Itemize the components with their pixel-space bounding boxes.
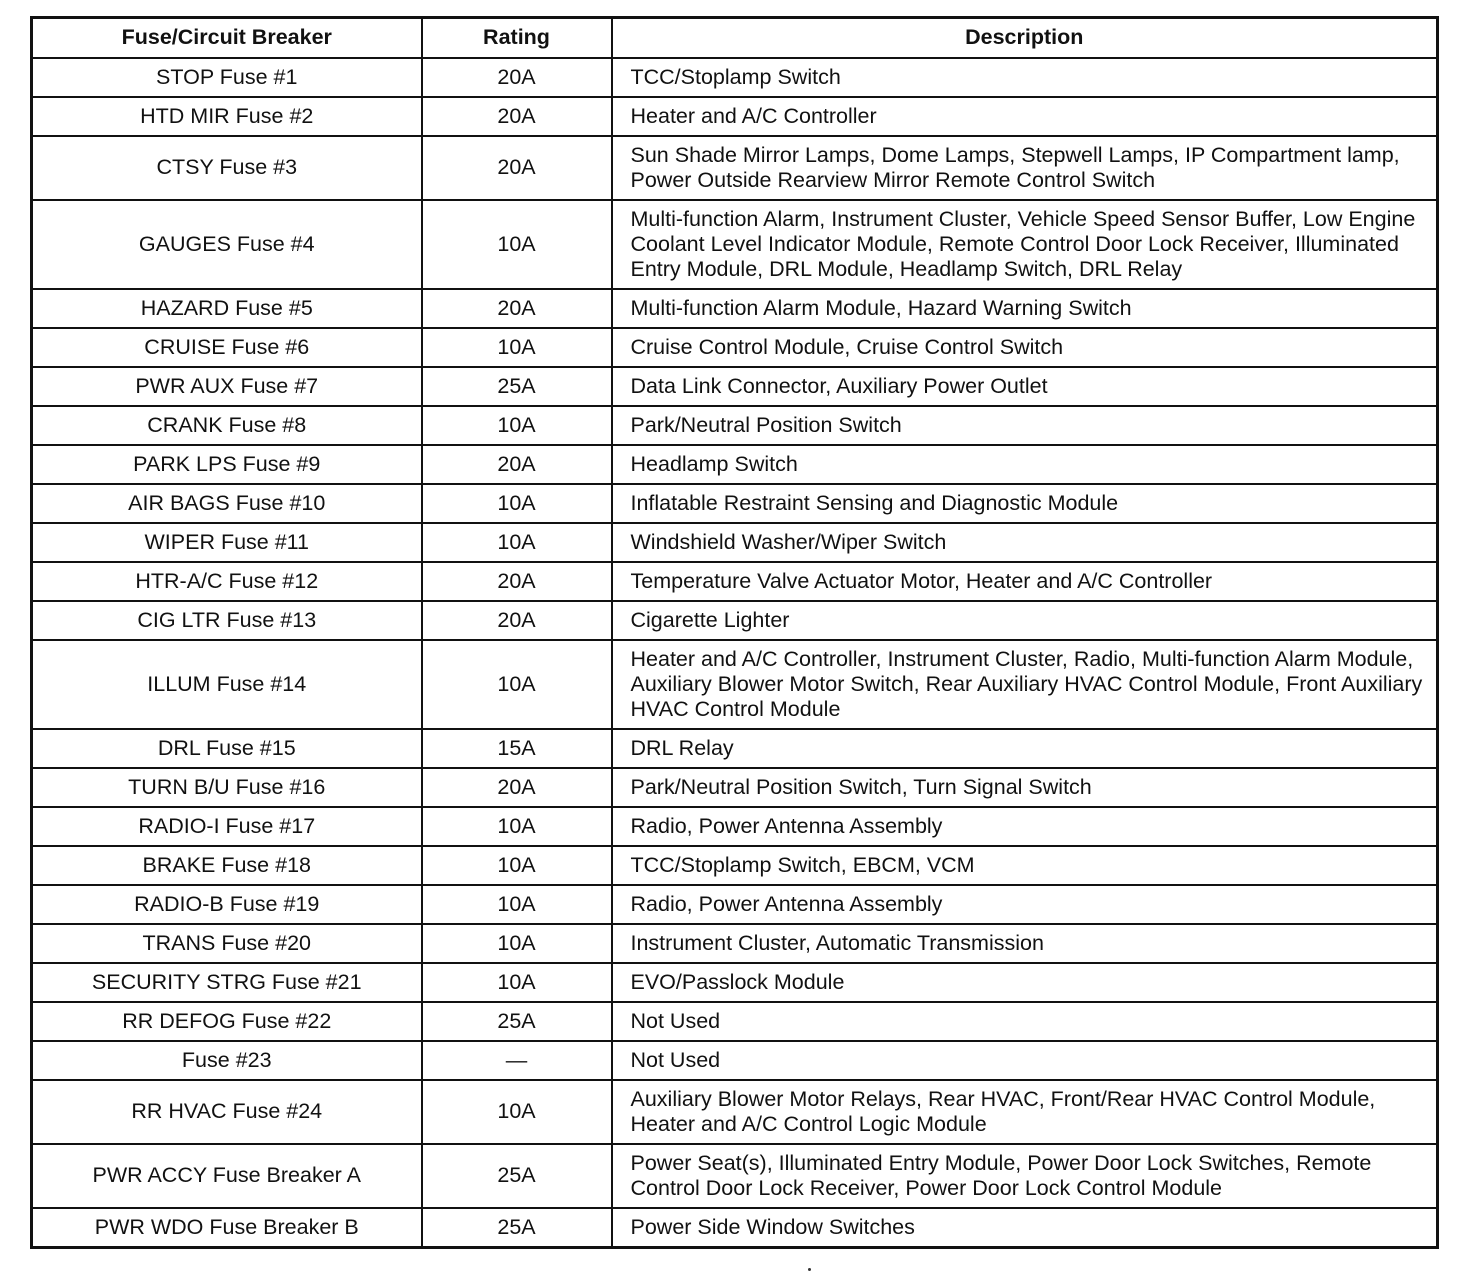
rating-cell: 25A xyxy=(422,1144,612,1208)
rating-cell: 10A xyxy=(422,846,612,885)
fuse-cell: PWR AUX Fuse #7 xyxy=(32,367,422,406)
fuse-cell: TURN B/U Fuse #16 xyxy=(32,768,422,807)
fuse-cell: HTD MIR Fuse #2 xyxy=(32,97,422,136)
description-cell: Radio, Power Antenna Assembly xyxy=(612,807,1438,846)
fuse-cell: RADIO-I Fuse #17 xyxy=(32,807,422,846)
rating-cell: 10A xyxy=(422,963,612,1002)
table-row xyxy=(32,924,1438,963)
description-cell: Heater and A/C Controller xyxy=(612,97,1438,136)
table-body xyxy=(32,58,1438,1248)
rating-cell: — xyxy=(422,1041,612,1080)
description-cell: Heater and A/C Controller, Instrument Cluster, Radio, Multi-function Alarm Module, Auxiliary Blower Motor Switch, Rear Auxiliary HVAC Control Module, Front Auxiliary HVAC Control Module xyxy=(612,640,1438,729)
rating-cell: 10A xyxy=(422,523,612,562)
rating-cell: 10A xyxy=(422,807,612,846)
table-row xyxy=(32,640,1438,729)
stray-dot xyxy=(808,1268,811,1271)
description-cell: Auxiliary Blower Motor Relays, Rear HVAC, Front/Rear HVAC Control Module, Heater and A/C Control Logic Module xyxy=(612,1080,1438,1144)
description-cell: Park/Neutral Position Switch, Turn Signal Switch xyxy=(612,768,1438,807)
fuse-cell: ILLUM Fuse #14 xyxy=(32,640,422,729)
fuse-cell: WIPER Fuse #11 xyxy=(32,523,422,562)
rating-cell: 20A xyxy=(422,58,612,97)
fuse-table xyxy=(30,16,1439,1249)
header-rating: Rating xyxy=(422,18,612,58)
fuse-cell: RR DEFOG Fuse #22 xyxy=(32,1002,422,1041)
rating-cell: 10A xyxy=(422,640,612,729)
fuse-cell: CRUISE Fuse #6 xyxy=(32,328,422,367)
table-row xyxy=(32,136,1438,200)
description-cell: Not Used xyxy=(612,1002,1438,1041)
description-cell: Inflatable Restraint Sensing and Diagnostic Module xyxy=(612,484,1438,523)
fuse-cell: GAUGES Fuse #4 xyxy=(32,200,422,289)
fuse-cell: RR HVAC Fuse #24 xyxy=(32,1080,422,1144)
table-row xyxy=(32,406,1438,445)
header-description: Description xyxy=(612,18,1438,58)
fuse-cell: HTR-A/C Fuse #12 xyxy=(32,562,422,601)
fuse-cell: CTSY Fuse #3 xyxy=(32,136,422,200)
description-cell: Temperature Valve Actuator Motor, Heater and A/C Controller xyxy=(612,562,1438,601)
table-row xyxy=(32,729,1438,768)
table-row xyxy=(32,328,1438,367)
rating-cell: 20A xyxy=(422,601,612,640)
fuse-cell: RADIO-B Fuse #19 xyxy=(32,885,422,924)
rating-cell: 20A xyxy=(422,562,612,601)
description-cell: TCC/Stoplamp Switch xyxy=(612,58,1438,97)
table-row xyxy=(32,58,1438,97)
table-row xyxy=(32,367,1438,406)
description-cell: Instrument Cluster, Automatic Transmission xyxy=(612,924,1438,963)
fuse-cell: CIG LTR Fuse #13 xyxy=(32,601,422,640)
table-row xyxy=(32,200,1438,289)
description-cell: Multi-function Alarm, Instrument Cluster, Vehicle Speed Sensor Buffer, Low Engine Coolant Level Indicator Module, Remote Control Door Lock Receiver, Illuminated Entry Module, DRL Module, Headlamp Switch, DRL Relay xyxy=(612,200,1438,289)
fuse-cell: HAZARD Fuse #5 xyxy=(32,289,422,328)
rating-cell: 10A xyxy=(422,328,612,367)
header-fuse: Fuse/Circuit Breaker xyxy=(32,18,422,58)
table-row xyxy=(32,1208,1438,1248)
fuse-cell: CRANK Fuse #8 xyxy=(32,406,422,445)
fuse-cell: SECURITY STRG Fuse #21 xyxy=(32,963,422,1002)
table-row xyxy=(32,768,1438,807)
rating-cell: 10A xyxy=(422,200,612,289)
description-cell: Sun Shade Mirror Lamps, Dome Lamps, Stepwell Lamps, IP Compartment lamp, Power Outside Rearview Mirror Remote Control Switch xyxy=(612,136,1438,200)
fuse-cell: Fuse #23 xyxy=(32,1041,422,1080)
description-cell: DRL Relay xyxy=(612,729,1438,768)
rating-cell: 20A xyxy=(422,136,612,200)
description-cell: Cigarette Lighter xyxy=(612,601,1438,640)
description-cell: Power Seat(s), Illuminated Entry Module, Power Door Lock Switches, Remote Control Door Lock Receiver, Power Door Lock Control Module xyxy=(612,1144,1438,1208)
table-row xyxy=(32,846,1438,885)
table-row xyxy=(32,1080,1438,1144)
fuse-cell: AIR BAGS Fuse #10 xyxy=(32,484,422,523)
rating-cell: 10A xyxy=(422,406,612,445)
table-row xyxy=(32,807,1438,846)
description-cell: Windshield Washer/Wiper Switch xyxy=(612,523,1438,562)
table-row xyxy=(32,484,1438,523)
description-cell: Park/Neutral Position Switch xyxy=(612,406,1438,445)
table-row xyxy=(32,601,1438,640)
table-row xyxy=(32,1002,1438,1041)
description-cell: Radio, Power Antenna Assembly xyxy=(612,885,1438,924)
rating-cell: 10A xyxy=(422,924,612,963)
fuse-cell: BRAKE Fuse #18 xyxy=(32,846,422,885)
rating-cell: 25A xyxy=(422,1002,612,1041)
table-row xyxy=(32,963,1438,1002)
table-row xyxy=(32,1041,1438,1080)
table-row xyxy=(32,1144,1438,1208)
fuse-cell: PWR WDO Fuse Breaker B xyxy=(32,1208,422,1248)
rating-cell: 20A xyxy=(422,97,612,136)
table-row xyxy=(32,97,1438,136)
table-row xyxy=(32,289,1438,328)
fuse-cell: PARK LPS Fuse #9 xyxy=(32,445,422,484)
description-cell: Cruise Control Module, Cruise Control Switch xyxy=(612,328,1438,367)
description-cell: Multi-function Alarm Module, Hazard Warning Switch xyxy=(612,289,1438,328)
rating-cell: 15A xyxy=(422,729,612,768)
header-row xyxy=(32,18,1438,58)
description-cell: Not Used xyxy=(612,1041,1438,1080)
rating-cell: 10A xyxy=(422,484,612,523)
rating-cell: 10A xyxy=(422,1080,612,1144)
fuse-cell: TRANS Fuse #20 xyxy=(32,924,422,963)
description-cell: Power Side Window Switches xyxy=(612,1208,1438,1248)
rating-cell: 20A xyxy=(422,445,612,484)
description-cell: EVO/Passlock Module xyxy=(612,963,1438,1002)
fuse-cell: PWR ACCY Fuse Breaker A xyxy=(32,1144,422,1208)
fuse-cell: STOP Fuse #1 xyxy=(32,58,422,97)
table-row xyxy=(32,445,1438,484)
description-cell: Data Link Connector, Auxiliary Power Outlet xyxy=(612,367,1438,406)
rating-cell: 10A xyxy=(422,885,612,924)
table-row xyxy=(32,562,1438,601)
table-row xyxy=(32,523,1438,562)
rating-cell: 25A xyxy=(422,1208,612,1248)
description-cell: TCC/Stoplamp Switch, EBCM, VCM xyxy=(612,846,1438,885)
description-cell: Headlamp Switch xyxy=(612,445,1438,484)
rating-cell: 20A xyxy=(422,289,612,328)
fuse-cell: DRL Fuse #15 xyxy=(32,729,422,768)
table-row xyxy=(32,885,1438,924)
rating-cell: 25A xyxy=(422,367,612,406)
rating-cell: 20A xyxy=(422,768,612,807)
table-header xyxy=(32,18,1438,58)
